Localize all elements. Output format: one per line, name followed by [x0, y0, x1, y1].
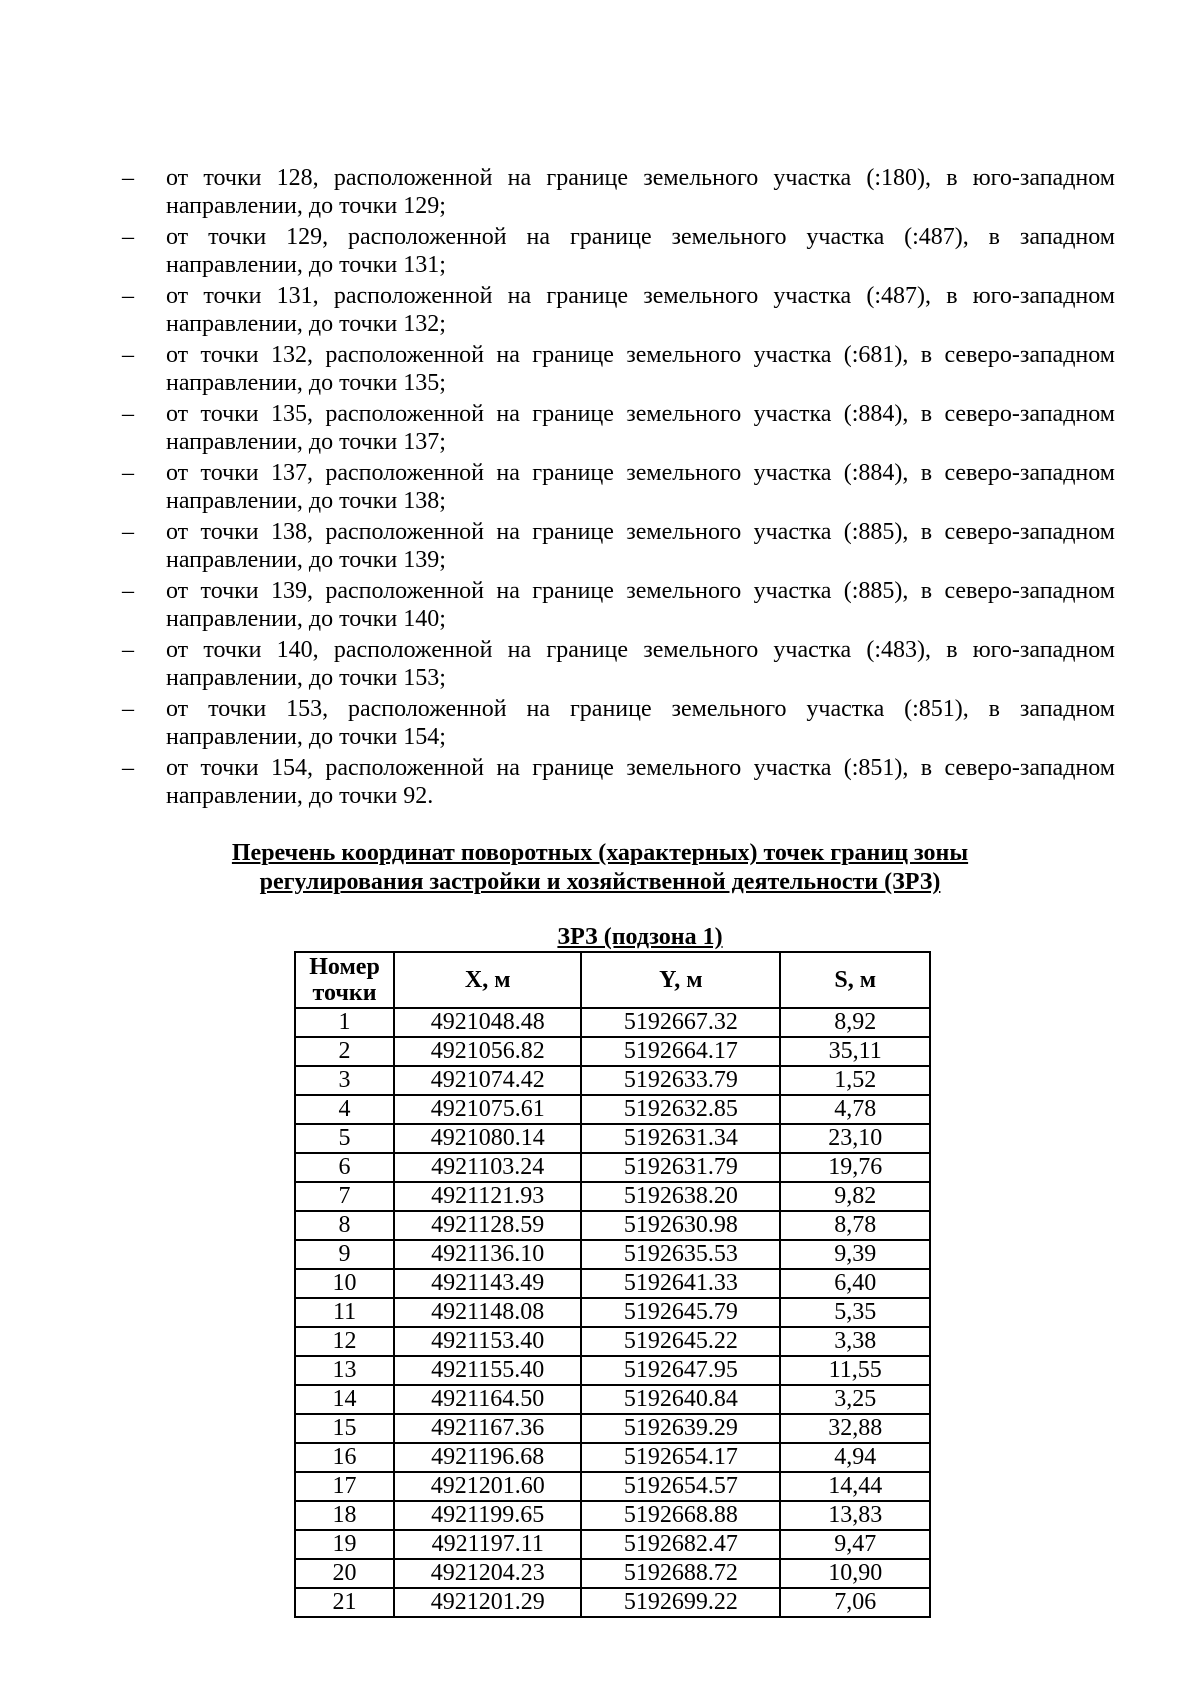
cell-y: 5192647.95: [581, 1356, 780, 1385]
bullet-dash: –: [122, 401, 134, 427]
list-item-text-continued: направлении, до точки 138;: [166, 488, 446, 514]
table-row: [295, 1182, 930, 1211]
list-item-text-continued: направлении, до точки 131;: [166, 252, 446, 278]
table-row: [295, 1037, 930, 1066]
cell-s: 8,78: [780, 1211, 930, 1240]
cell-point-number: 21: [295, 1588, 394, 1617]
cell-y: 5192641.33: [581, 1269, 780, 1298]
cell-s: 7,06: [780, 1588, 930, 1617]
cell-s: 9,82: [780, 1182, 930, 1211]
cell-s: 6,40: [780, 1269, 930, 1298]
list-item-text: от точки 137, расположенной на границе земельного участка (:884), в северо-западном: [166, 460, 1115, 486]
cell-s: 13,83: [780, 1501, 930, 1530]
table-row: [295, 1356, 930, 1385]
table-row: [295, 1588, 930, 1617]
table-row: [295, 1066, 930, 1095]
cell-x: 4921196.68: [394, 1443, 581, 1472]
cell-s: 8,92: [780, 1008, 930, 1037]
cell-y: 5192630.98: [581, 1211, 780, 1240]
cell-point-number: 19: [295, 1530, 394, 1559]
cell-point-number: 20: [295, 1559, 394, 1588]
cell-x: 4921075.61: [394, 1095, 581, 1124]
cell-point-number: 5: [295, 1124, 394, 1153]
cell-s: 23,10: [780, 1124, 930, 1153]
cell-y: 5192664.17: [581, 1037, 780, 1066]
list-item-text-continued: направлении, до точки 137;: [166, 429, 446, 455]
cell-s: 14,44: [780, 1472, 930, 1501]
list-item-text-continued: направлении, до точки 135;: [166, 370, 446, 396]
table-body: [295, 1008, 930, 1617]
cell-y: 5192640.84: [581, 1385, 780, 1414]
cell-s: 1,52: [780, 1066, 930, 1095]
column-header-number-line1: Номер: [309, 954, 380, 980]
table-row: [295, 1269, 930, 1298]
cell-x: 4921048.48: [394, 1008, 581, 1037]
cell-point-number: 1: [295, 1008, 394, 1037]
cell-y: 5192645.22: [581, 1327, 780, 1356]
cell-y: 5192667.32: [581, 1008, 780, 1037]
list-item-text-continued: направлении, до точки 153;: [166, 665, 446, 691]
cell-x: 4921148.08: [394, 1298, 581, 1327]
bullet-dash: –: [122, 755, 134, 781]
list-item-text-continued: направлении, до точки 92.: [166, 783, 434, 809]
cell-x: 4921143.49: [394, 1269, 581, 1298]
table-row: [295, 1008, 930, 1037]
list-item-text-continued: направлении, до точки 140;: [166, 606, 446, 632]
list-item: [122, 164, 1115, 220]
table-row: [295, 1414, 930, 1443]
cell-s: 9,39: [780, 1240, 930, 1269]
cell-point-number: 2: [295, 1037, 394, 1066]
bullet-dash: –: [122, 696, 134, 722]
column-header-number-line2: точки: [312, 980, 377, 1006]
cell-x: 4921155.40: [394, 1356, 581, 1385]
cell-y: 5192633.79: [581, 1066, 780, 1095]
bullet-dash: –: [122, 283, 134, 309]
bullet-dash: –: [122, 637, 134, 663]
cell-s: 32,88: [780, 1414, 930, 1443]
coordinates-table: [294, 951, 931, 1618]
list-item: [122, 636, 1115, 692]
cell-point-number: 9: [295, 1240, 394, 1269]
table-row: [295, 1501, 930, 1530]
table-row: [295, 1559, 930, 1588]
cell-s: 19,76: [780, 1153, 930, 1182]
cell-x: 4921201.60: [394, 1472, 581, 1501]
column-header-y: Y, м: [581, 952, 780, 1008]
table-row: [295, 1095, 930, 1124]
list-item-text: от точки 135, расположенной на границе земельного участка (:884), в северо-западном: [166, 401, 1115, 427]
cell-y: 5192631.34: [581, 1124, 780, 1153]
cell-point-number: 14: [295, 1385, 394, 1414]
table-row: [295, 1443, 930, 1472]
column-header-x: X, м: [394, 952, 581, 1008]
cell-x: 4921121.93: [394, 1182, 581, 1211]
cell-y: 5192639.29: [581, 1414, 780, 1443]
cell-s: 11,55: [780, 1356, 930, 1385]
cell-s: 9,47: [780, 1530, 930, 1559]
cell-point-number: 16: [295, 1443, 394, 1472]
bullet-dash: –: [122, 578, 134, 604]
cell-y: 5192632.85: [581, 1095, 780, 1124]
column-header-s: S, м: [780, 952, 930, 1008]
cell-x: 4921167.36: [394, 1414, 581, 1443]
cell-point-number: 3: [295, 1066, 394, 1095]
cell-x: 4921204.23: [394, 1559, 581, 1588]
cell-x: 4921080.14: [394, 1124, 581, 1153]
cell-x: 4921136.10: [394, 1240, 581, 1269]
cell-s: 4,78: [780, 1095, 930, 1124]
table-row: [295, 1385, 930, 1414]
list-item-text: от точки 132, расположенной на границе земельного участка (:681), в северо-западном: [166, 342, 1115, 368]
list-item: [122, 459, 1115, 515]
cell-y: 5192688.72: [581, 1559, 780, 1588]
cell-x: 4921103.24: [394, 1153, 581, 1182]
table-row: [295, 1153, 930, 1182]
bullet-dash: –: [122, 165, 134, 191]
list-item-text: от точки 128, расположенной на границе земельного участка (:180), в юго-западном: [166, 165, 1115, 191]
cell-x: 4921153.40: [394, 1327, 581, 1356]
bullet-dash: –: [122, 519, 134, 545]
cell-x: 4921128.59: [394, 1211, 581, 1240]
cell-y: 5192645.79: [581, 1298, 780, 1327]
cell-point-number: 18: [295, 1501, 394, 1530]
cell-point-number: 7: [295, 1182, 394, 1211]
list-item: [122, 400, 1115, 456]
cell-s: 4,94: [780, 1443, 930, 1472]
list-item: [122, 754, 1115, 810]
cell-s: 35,11: [780, 1037, 930, 1066]
cell-x: 4921056.82: [394, 1037, 581, 1066]
heading-line-1: Перечень координат поворотных (характерных) точек границ зоны: [231, 840, 969, 866]
cell-x: 4921197.11: [394, 1530, 581, 1559]
cell-y: 5192682.47: [581, 1530, 780, 1559]
table-row: [295, 1211, 930, 1240]
boundary-description-list: [122, 164, 1115, 813]
bullet-dash: –: [122, 342, 134, 368]
list-item-text-continued: направлении, до точки 139;: [166, 547, 446, 573]
cell-y: 5192654.17: [581, 1443, 780, 1472]
bullet-dash: –: [122, 224, 134, 250]
list-item: [122, 695, 1115, 751]
cell-x: 4921164.50: [394, 1385, 581, 1414]
list-item-text-continued: направлении, до точки 154;: [166, 724, 446, 750]
cell-point-number: 4: [295, 1095, 394, 1124]
cell-x: 4921199.65: [394, 1501, 581, 1530]
list-item: [122, 282, 1115, 338]
list-item: [122, 341, 1115, 397]
cell-s: 5,35: [780, 1298, 930, 1327]
list-item: [122, 577, 1115, 633]
cell-s: 3,38: [780, 1327, 930, 1356]
table-row: [295, 1530, 930, 1559]
cell-y: 5192699.22: [581, 1588, 780, 1617]
list-item-text-continued: направлении, до точки 132;: [166, 311, 446, 337]
table-header-row: [295, 952, 930, 1008]
table-row: [295, 1298, 930, 1327]
cell-point-number: 15: [295, 1414, 394, 1443]
subzone-title: ЗРЗ (подзона 1): [557, 924, 723, 950]
cell-s: 10,90: [780, 1559, 930, 1588]
bullet-dash: –: [122, 460, 134, 486]
heading-line-2: регулирования застройки и хозяйственной деятельности (ЗРЗ): [259, 869, 941, 895]
cell-y: 5192654.57: [581, 1472, 780, 1501]
cell-point-number: 6: [295, 1153, 394, 1182]
list-item-text-continued: направлении, до точки 129;: [166, 193, 446, 219]
cell-point-number: 17: [295, 1472, 394, 1501]
cell-y: 5192638.20: [581, 1182, 780, 1211]
list-item-text: от точки 131, расположенной на границе земельного участка (:487), в юго-западном: [166, 283, 1115, 309]
cell-point-number: 11: [295, 1298, 394, 1327]
cell-x: 4921074.42: [394, 1066, 581, 1095]
column-header-number: [295, 952, 394, 1008]
table-row: [295, 1472, 930, 1501]
coordinates-heading: [200, 839, 1000, 897]
list-item-text: от точки 129, расположенной на границе земельного участка (:487), в западном: [166, 224, 1115, 250]
cell-y: 5192635.53: [581, 1240, 780, 1269]
list-item-text: от точки 140, расположенной на границе земельного участка (:483), в юго-западном: [166, 637, 1115, 663]
cell-y: 5192668.88: [581, 1501, 780, 1530]
cell-point-number: 10: [295, 1269, 394, 1298]
cell-y: 5192631.79: [581, 1153, 780, 1182]
cell-point-number: 13: [295, 1356, 394, 1385]
table-row: [295, 1327, 930, 1356]
list-item-text: от точки 138, расположенной на границе земельного участка (:885), в северо-западном: [166, 519, 1115, 545]
cell-s: 3,25: [780, 1385, 930, 1414]
cell-x: 4921201.29: [394, 1588, 581, 1617]
list-item: [122, 518, 1115, 574]
list-item-text: от точки 153, расположенной на границе земельного участка (:851), в западном: [166, 696, 1115, 722]
cell-point-number: 12: [295, 1327, 394, 1356]
cell-point-number: 8: [295, 1211, 394, 1240]
table-row: [295, 1124, 930, 1153]
list-item: [122, 223, 1115, 279]
table-row: [295, 1240, 930, 1269]
list-item-text: от точки 139, расположенной на границе земельного участка (:885), в северо-западном: [166, 578, 1115, 604]
list-item-text: от точки 154, расположенной на границе земельного участка (:851), в северо-западном: [166, 755, 1115, 781]
